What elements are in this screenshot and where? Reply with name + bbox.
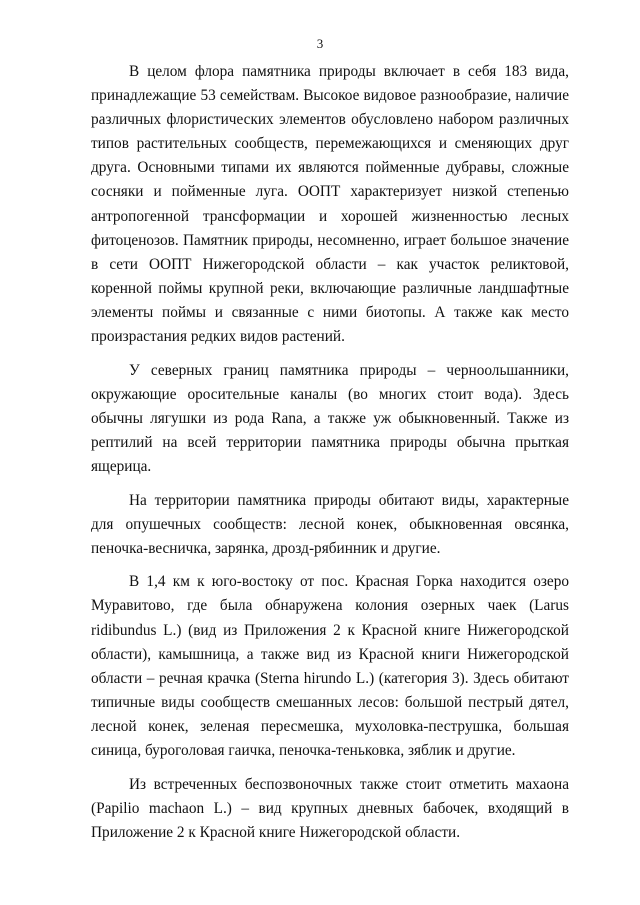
paragraph-northern-borders: У северных границ памятника природы – черноольшанники, окружающие оросительные каналы (во многих стоит вода). Здесь обычны лягушки из рода Rana, а также уж обыкновенный. Также из рептилий на всей территории памятника природы обычна прыткая ящерица. — [91, 361, 569, 475]
paragraph-flora: В целом флора памятника природы включает в себя 183 вида, принадлежащие 53 семействам. Высокое видовое разнообразие, наличие различных флористических элементов обусловлено набором различных типов растительных сообществ, перемежающихся и сменяющих друг друга. Основными типами их являются пойменные дубравы, сложные сосняки и пойменные луга. ООПТ характеризует низкой степенью антропогенной трансформации и хорошей жизненностью лесных фитоценозов. Памятник природы, несомненно, играет большое значение в сети ООПТ Нижегородской области – как участок реликтовой, коренной поймы крупной реки, включающие различные ландшафтные элементы поймы и связанные с ними биотопы. А также как место произрастания редких видов растений. — [91, 63, 569, 346]
paragraph-edge-communities: На территории памятника природы обитают виды, характерные для опушечных сообществ: лесной конек, обыкновенная овсянка, пеночка-весничка, зарянка, дрозд-рябинник и другие. — [91, 491, 569, 557]
document-body — [91, 60, 569, 854]
page-number: 3 — [316, 36, 324, 51]
paragraph-lake-muravitovo: В 1,4 км к юго-востоку от пос. Красная Горка находится озеро Муравитово, где была обнаружена колония озерных чаек (Larus ridibundus L.) (вид из Приложения 2 к Красной книге Нижегородской области), камышница, а также вид из Красной книги Нижегородской области – речная крачка (Sterna hirundo L.) (категория 3). Здесь обитают типичные виды сообществ смешанных лесов: большой пестрый дятел, лесной конек, зеленая пересмешка, мухоловка-пеструшка, большая синица, буроголовая гаичка, пеночка-теньковка, зяблик и другие. — [91, 573, 569, 760]
paragraph-invertebrates: Из встреченных беспозвоночных также стоит отметить махаона (Papilio machaon L.) – вид крупных дневных бабочек, входящий в Приложение 2 к Красной книге Нижегородской области. — [91, 775, 569, 841]
